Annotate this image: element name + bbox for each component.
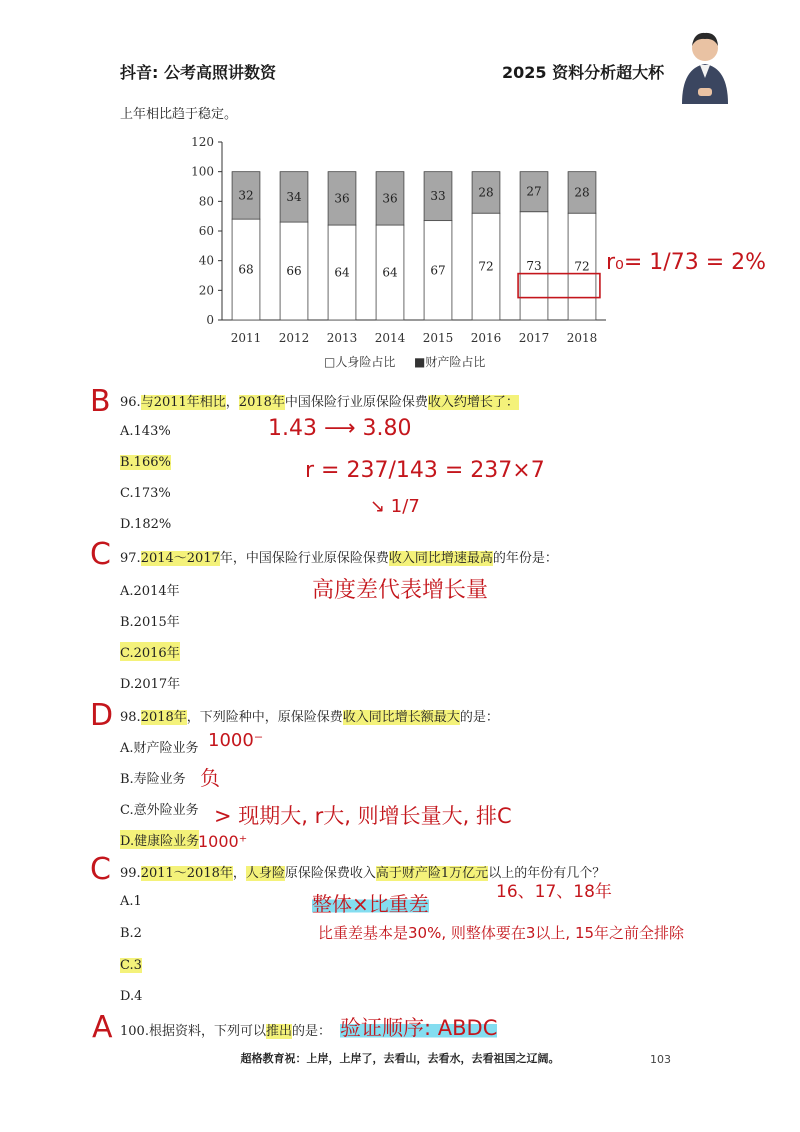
- answer-mark-q99: C: [90, 852, 111, 887]
- annotation-q96-work3: ↘ 1/7: [370, 496, 420, 517]
- option-b: B.2015年: [120, 615, 180, 630]
- x-tick-label: 2018: [566, 331, 598, 345]
- x-tick-label: 2011: [230, 331, 262, 345]
- question-highlight: 2011～2018年: [140, 866, 233, 881]
- footer-slogan: 超格教育祝：上岸，上岸了，去看山，去看水，去看祖国之辽阔。: [240, 1052, 560, 1065]
- option-b: B.寿险业务: [120, 772, 186, 787]
- option-d: D.2017年: [120, 677, 181, 692]
- y-tick-label: 80: [198, 194, 214, 209]
- bar-data-label: 27: [526, 184, 542, 199]
- question-text: 的年份是：: [492, 551, 558, 566]
- question-number: 96.: [120, 395, 141, 410]
- question-96: [120, 391, 519, 410]
- question-number: 100.: [120, 1024, 149, 1039]
- page-number: 103: [650, 1053, 671, 1066]
- question-highlight: 收入同比增速最高: [388, 551, 493, 566]
- option-d: D.4: [120, 989, 143, 1004]
- annotation-q98-a: 1000⁻: [208, 730, 264, 751]
- answer-mark-q96: B: [90, 384, 111, 419]
- question-98: [120, 706, 499, 725]
- y-tick-label: 0: [206, 313, 214, 327]
- option-c-highlighted: C.3: [120, 958, 142, 973]
- intro-text: 上年相比趋于稳定。: [120, 107, 238, 122]
- option-a: A.143%: [120, 424, 171, 439]
- bar-data-label: 66: [286, 264, 302, 279]
- question-text: 的是：: [459, 710, 499, 725]
- question-highlight: 2014～2017: [140, 551, 220, 566]
- bar-data-label: 68: [238, 262, 254, 277]
- question-97: [120, 547, 558, 566]
- option-b: B.2: [120, 926, 142, 941]
- question-text: 根据资料，下列可以: [148, 1024, 266, 1039]
- x-tick-label: 2013: [326, 331, 358, 345]
- answer-mark-q100: A: [92, 1010, 113, 1045]
- annotation-q98-note: > 现期大, r大, 则增长量大, 排C: [214, 804, 512, 828]
- question-text: 原保险保费收入: [284, 866, 376, 881]
- y-tick-label: 60: [198, 224, 214, 238]
- option-d: D.182%: [120, 517, 172, 532]
- answer-mark-q97: C: [90, 537, 111, 572]
- x-tick-label: 2015: [422, 331, 454, 345]
- bar-data-label: 36: [382, 191, 398, 206]
- question-text: ，下列险种中，原保险保费: [186, 710, 343, 725]
- question-number: 99.: [120, 866, 141, 881]
- question-highlight: 收入同比增长额最大: [342, 710, 460, 725]
- y-tick-label: 20: [198, 283, 214, 298]
- bar-data-label: 67: [430, 263, 446, 278]
- bar-data-label: 34: [286, 189, 302, 204]
- question-highlight: 与2011年相比: [140, 395, 226, 410]
- option-a: A.财产险业务: [120, 741, 199, 756]
- annotation-q96-work2: r = 237/143 = 237×7: [305, 458, 545, 483]
- bar-data-label: 28: [478, 185, 494, 200]
- legend-label: □人身险占比: [324, 355, 396, 369]
- annotation-q97-note: 高度差代表增长量: [312, 578, 489, 603]
- bar-data-label: 33: [430, 189, 446, 204]
- bar-data-label: 73: [526, 258, 542, 273]
- annotation-q98-b: 负: [200, 766, 220, 790]
- bar-data-label: 72: [478, 259, 494, 274]
- x-tick-label: 2014: [374, 331, 406, 345]
- question-highlight: 2018年: [140, 710, 187, 725]
- option-c-highlighted: C.2016年: [120, 642, 180, 661]
- x-tick-label: 2016: [470, 331, 502, 345]
- question-highlight: 2018年: [238, 395, 285, 410]
- annotation-q99-note2: 比重差基本是30%, 则整体要在3以上, 15年之前全排除: [318, 924, 685, 942]
- bar-data-label: 72: [574, 259, 590, 274]
- option-a: A.1: [120, 894, 142, 909]
- question-100: [120, 1020, 331, 1039]
- question-text: 的是：: [291, 1024, 331, 1039]
- answer-mark-q98: D: [90, 698, 114, 733]
- bar-data-label: 28: [574, 185, 590, 200]
- question-highlight: 收入约增长了：: [427, 395, 519, 410]
- y-tick-label: 100: [191, 164, 214, 179]
- bar-data-label: 36: [334, 191, 350, 206]
- option-a: A.2014年: [120, 584, 180, 599]
- x-tick-label: 2012: [278, 331, 310, 345]
- question-text: 中国保险行业原保险保费: [284, 395, 428, 410]
- bar-data-label: 32: [238, 188, 254, 203]
- annotation-chart-note: r₀= 1/73 = 2%: [606, 250, 767, 275]
- y-tick-label: 40: [198, 253, 214, 268]
- x-tick-label: 2017: [518, 331, 550, 345]
- question-highlight: 高于财产险1万亿元: [375, 866, 489, 881]
- annotation-q99-years: 16、17、18年: [496, 882, 612, 902]
- question-highlight: 人身险: [245, 866, 285, 881]
- option-c: C.意外险业务: [120, 803, 199, 818]
- question-highlight: 推出: [265, 1024, 292, 1039]
- y-tick-label: 120: [191, 135, 214, 149]
- legend-label: ■财产险占比: [414, 355, 486, 369]
- annotation-q96-work1: 1.43 ⟶ 3.80: [268, 416, 412, 441]
- header-left-title: 抖音: 公考高照讲数资: [120, 63, 276, 82]
- question-number: 97.: [120, 551, 141, 566]
- bar-data-label: 64: [382, 265, 398, 280]
- annotation-q98-d: 1000⁺: [198, 832, 248, 851]
- question-text: 以上的年份有几个？: [488, 866, 606, 881]
- question-text: ，: [232, 866, 246, 881]
- bar-data-label: 64: [334, 265, 350, 280]
- annotation-q99-note1: 整体×比重差: [312, 888, 429, 917]
- question-text: 年，中国保险行业原保险保费: [219, 551, 389, 566]
- option-c: C.173%: [120, 486, 171, 501]
- question-text: ，: [225, 395, 239, 410]
- presenter-avatar: [678, 28, 732, 104]
- option-d-highlighted: D.健康险业务: [120, 830, 199, 849]
- option-b-highlighted: B.166%: [120, 455, 171, 470]
- annotation-q100-note: 验证顺序: ABDC: [340, 1012, 497, 1042]
- question-number: 98.: [120, 710, 141, 725]
- header-right-title: 2025 资料分析超大杯: [502, 63, 665, 82]
